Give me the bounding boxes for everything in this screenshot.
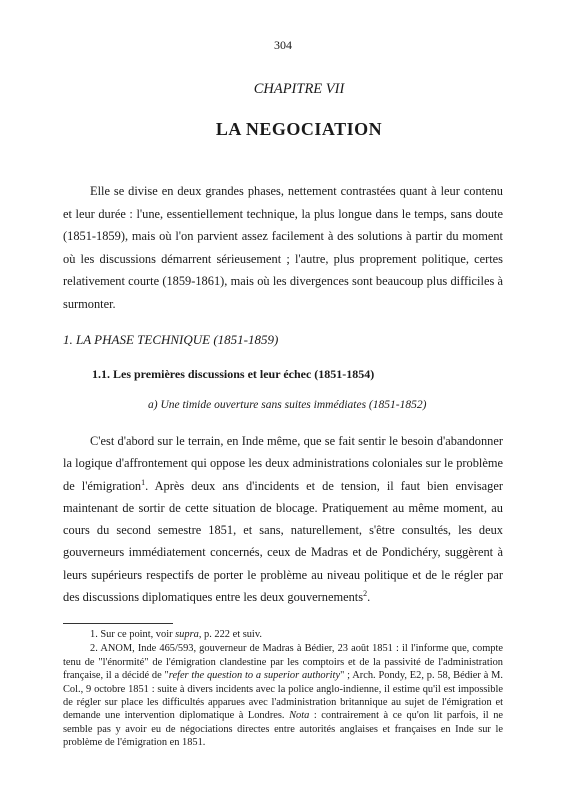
main-paragraph <box>63 430 503 608</box>
footnote-2-text: 2. ANOM, Inde 465/593, gouverneur de Madras à Bédier, 23 août 1851 : il l'informe que, compte tenu de "l'énormité" de l'émigration clandestine par les comptoirs et de la passivité de l'administration française, il a décidé de " <box>63 643 503 682</box>
footnote-2 <box>63 642 503 749</box>
main-paragraph-text-1: C'est d'abord sur le terrain, en Inde même, que se fait sentir le besoin d'abandonner la logique d'affrontement qui oppose les deux administrations coloniales sur le problème de l'émigration <box>63 434 503 493</box>
footnote-2-quote: refer the question to a superior authority <box>168 670 341 682</box>
chapter-label: CHAPITRE VII <box>253 81 345 97</box>
section-heading: 1. LA PHASE TECHNIQUE (1851-1859) <box>63 332 279 347</box>
subsection-heading: 1.1. Les premières discussions et leur échec (1851-1854) <box>92 367 375 381</box>
main-paragraph-text-2: . Après deux ans d'incidents et de tension, il faut bien envisager maintenant de sortir de cette situation de blocage. Pratiquement au même moment, au cours du second semestre 1851, et sans, naturellement, s'être consultés, les deux gouverneurs immédiatement concernés, ceux de Madras et de Pondichéry, suggèrent à leurs supérieurs respectifs de porter le problème au niveau politique et de le régler par des discussions diplomatiques entre les deux gouvernements <box>63 478 503 605</box>
footnote-ref-1[interactable]: 1 <box>141 477 146 487</box>
footnote-divider <box>63 623 173 624</box>
footnote-1-text: 1. Sur ce point, voir <box>90 629 176 640</box>
footnote-ref-2[interactable]: 2 <box>363 588 368 598</box>
footnotes <box>63 628 503 751</box>
chapter-title: LA NEGOCIATION <box>215 119 383 139</box>
footnote-1-italic: supra <box>175 629 199 640</box>
page-number: 304 <box>274 38 292 52</box>
footnote-2-nota: Nota <box>289 710 310 722</box>
footnote-1 <box>63 628 503 641</box>
footnote-2-text-end: : contrairement à ce qu'on lit parfois, il ne semble pas y avoir eu de négociations directes entre autorités anglaises et françaises en Inde sur le problème de l'émigration en 1851. <box>63 710 503 749</box>
main-paragraph-text-3: . <box>367 590 371 605</box>
intro-paragraph: Elle se divise en deux grandes phases, nettement contrastées quant à leur contenu et leur durée : l'une, essentiellement technique, la plus longue dans le temps, sans doute (1851-1859), mais où l'on parvient assez facilement à des solutions à partir du moment où les discussions démarrent sérieusement ; l'autre, plus proprement politique, certes relativement courte (1859-1861), mais où les divergences sont beaucoup plus difficiles à surmonter. <box>63 184 503 311</box>
footnote-2-text-mid: " ; Arch. Pondy, E2, p. 58, Bédier à M. Col., 9 octobre 1851 : suite à divers incidents avec la police anglo-indienne, il estime qu'il est impossible de régler sur place les difficultés apparues avec l'administration britannique au sujet de l'émigration et demande une intervention diplomatique à Londres. <box>63 670 503 722</box>
footnote-1-text-end: , p. 222 et suiv. <box>198 629 262 640</box>
subsubsection-heading: a) Une timide ouverture sans suites immédiates (1851-1852) <box>148 399 427 411</box>
